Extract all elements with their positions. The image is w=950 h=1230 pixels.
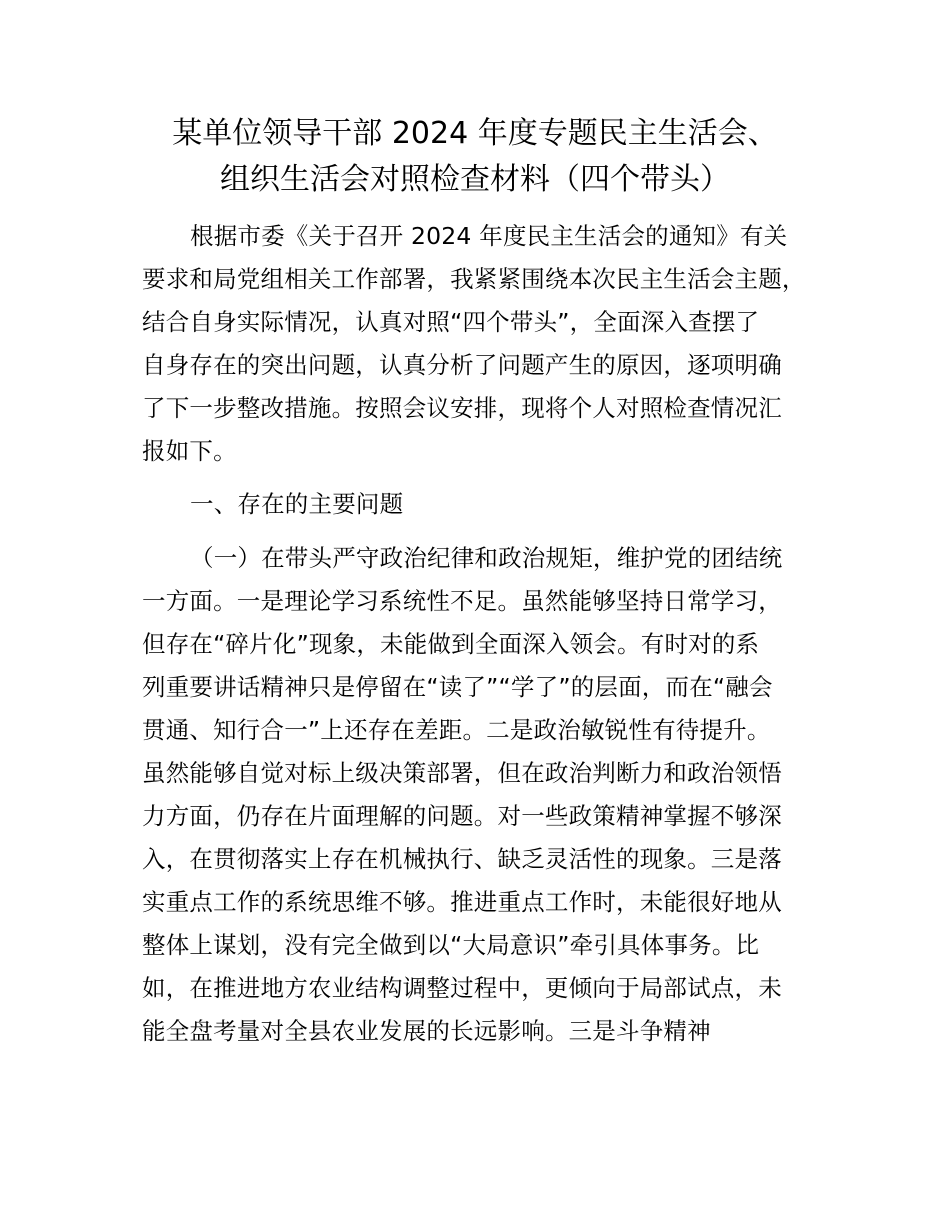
paragraph-intro-line: 自身存在的突出问题，认真分析了问题产生的原因，逐项明确: [142, 351, 782, 379]
paragraph-line: 如，在推进地方农业结构调整过程中，更倾向于局部试点，未: [142, 974, 782, 1002]
paragraph-intro-line: 了下一步整改措施。按照会议安排，现将个人对照检查情况汇: [142, 394, 782, 422]
paragraph-line: （一）在带头严守政治纪律和政治规矩，维护党的团结统: [190, 544, 783, 572]
document-title-line-1: 某单位领导干部 2024 年度专题民主生活会、: [172, 116, 778, 151]
paragraph-intro-line: 报如下。: [142, 437, 237, 465]
paragraph-line: 整体上谋划，没有完全做到以“大局意识”牵引具体事务。比: [142, 931, 760, 959]
paragraph-intro-line: 要求和局党组相关工作部署，我紧紧围绕本次民主生活会主题，: [142, 265, 806, 293]
section-heading: 一、存在的主要问题: [190, 490, 404, 518]
paragraph-line: 但存在“碎片化”现象，未能做到全面深入领会。有时对的系: [142, 630, 760, 658]
paragraph-line: 贯通、知行合一”上还存在差距。二是政治敏锐性有待提升。: [142, 716, 771, 744]
paragraph-intro-line: 根据市委《关于召开 2024 年度民主生活会的通知》有关: [190, 222, 788, 250]
paragraph-line: 力方面，仍存在片面理解的问题。对一些政策精神掌握不够深: [142, 802, 782, 830]
paragraph-line: 能全盘考量对全县农业发展的长远影响。三是斗争精神: [142, 1017, 711, 1045]
paragraph-line: 入，在贯彻落实上存在机械执行、缺乏灵活性的现象。三是落: [142, 845, 782, 873]
paragraph-line: 列重要讲话精神只是停留在“读了”“学了”的层面，而在“融会: [142, 673, 773, 701]
paragraph-intro-line: 结合自身实际情况，认真对照“四个带头”，全面深入查摆了: [142, 308, 760, 336]
paragraph-line: 实重点工作的系统思维不够。推进重点工作时，未能很好地从: [142, 888, 782, 916]
paragraph-line: 一方面。一是理论学习系统性不足。虽然能够坚持日常学习，: [142, 587, 782, 615]
document-title-line-2: 组织生活会对照检查材料（四个带头）: [220, 162, 730, 197]
paragraph-line: 虽然能够自觉对标上级决策部署，但在政治判断力和政治领悟: [142, 759, 782, 787]
